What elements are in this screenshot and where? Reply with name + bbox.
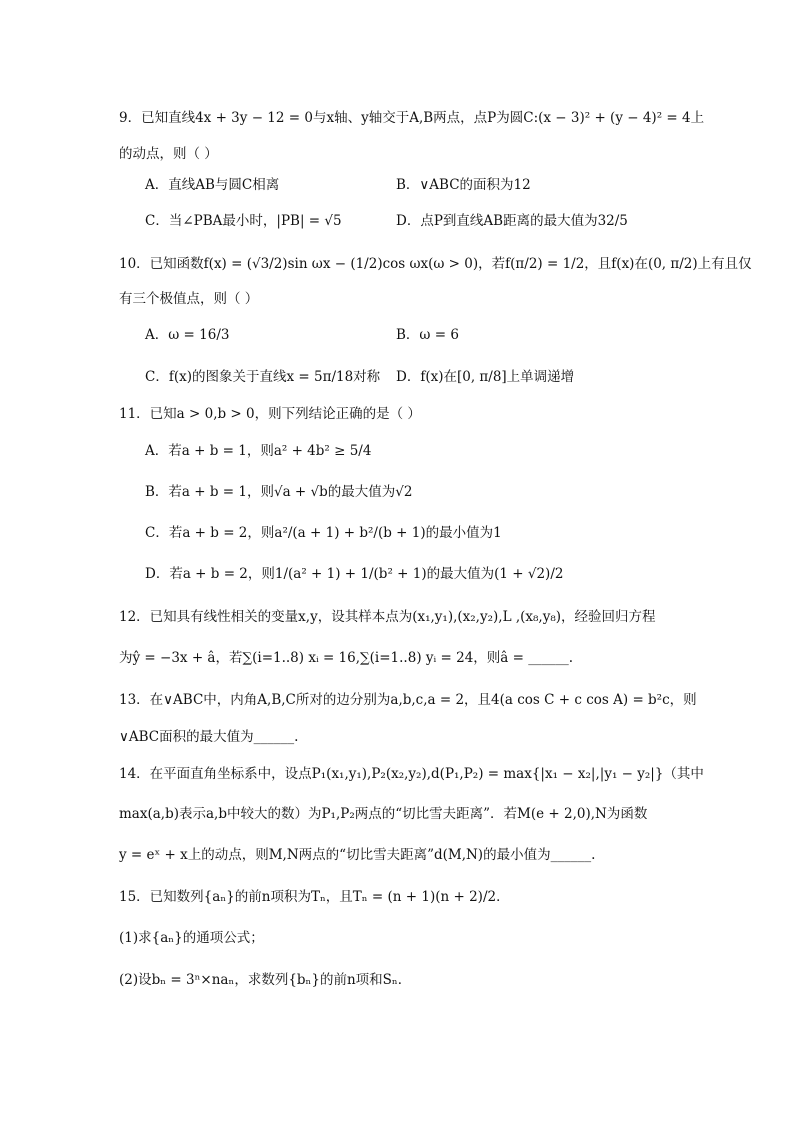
question-12-stem-line-2: 为ŷ = −3x + â，若∑(i=1..8) xᵢ = 16,∑(i=1..8) yᵢ = 24，则â = ______. — [119, 650, 574, 666]
question-15-part-1: (1)求{aₙ}的通项公式； — [119, 930, 264, 946]
question-9-option-b: B．∨ABC的面积为12 — [396, 177, 531, 193]
question-9-stem-line-1: 9．已知直线4x + 3y − 12 = 0与x轴、y轴交于A,B两点，点P为圆C:(x − 3)² + (y − 4)² = 4上 — [119, 110, 705, 126]
question-15-stem: 15．已知数列{aₙ}的前n项积为Tₙ，且Tₙ = (n + 1)(n + 2)/2． — [119, 889, 510, 905]
question-14-stem-line-1: 14．在平面直角坐标系中，设点P₁(x₁,y₁),P₂(x₂,y₂),d(P₁,P₂) = max{|x₁ − x₂|,|y₁ − y₂|}（其中 — [119, 766, 704, 782]
question-10-option-c: C．f(x)的图象关于直线x = 5π/18对称 — [145, 369, 381, 385]
question-14-stem-line-2: max(a,b)表示a,b中较大的数）为P₁,P₂两点的“切比雪夫距离”．若M(e + 2,0),N为函数 — [119, 806, 648, 822]
question-10-option-b: B．ω = 6 — [396, 327, 459, 343]
question-10-stem-line-1: 10．已知函数f(x) = (√3/2)sin ωx − (1/2)cos ωx(ω > 0)，若f(π/2) = 1/2，且f(x)在(0, π/2)上有且仅 — [119, 256, 752, 272]
question-11-option-c: C．若a + b = 2，则a²/(a + 1) + b²/(b + 1)的最小值为1 — [145, 525, 502, 541]
question-13-stem-line-1: 13．在∨ABC中，内角A,B,C所对的边分别为a,b,c,a = 2，且4(a cos C + c cos A) = b²c，则 — [119, 692, 697, 708]
question-9-option-d: D．点P到直线AB距离的最大值为32/5 — [396, 213, 628, 229]
question-11-stem: 11．已知a > 0,b > 0，则下列结论正确的是（ ） — [119, 406, 421, 422]
question-10-option-d: D．f(x)在[0, π/8]上单调递增 — [396, 369, 575, 385]
question-9-option-a: A．直线AB与圆C相离 — [145, 177, 280, 193]
question-14-stem-line-3: y = eˣ + x上的动点，则M,N两点的“切比雪夫距离”d(M,N)的最小值为______. — [119, 847, 596, 863]
question-10-stem-line-2: 有三个极值点，则（ ） — [119, 291, 259, 307]
question-15-part-2: (2)设bₙ = 3ⁿ×naₙ，求数列{bₙ}的前n项和Sₙ． — [119, 972, 412, 988]
question-9-stem-line-2: 的动点，则（ ） — [119, 146, 218, 162]
question-11-option-a: A．若a + b = 1，则a² + 4b² ≥ 5/4 — [145, 443, 372, 459]
question-11-option-b: B．若a + b = 1，则√a + √b的最大值为√2 — [145, 484, 413, 500]
question-11-option-d: D．若a + b = 2，则1/(a² + 1) + 1/(b² + 1)的最大值为(1 + √2)/2 — [145, 566, 564, 582]
question-9-option-c: C．当∠PBA最小时，|PB| = √5 — [145, 213, 342, 229]
question-13-stem-line-2: ∨ABC面积的最大值为______. — [119, 729, 299, 745]
question-12-stem-line-1: 12．已知具有线性相关的变量x,y，设其样本点为(x₁,y₁),(x₂,y₂),L ,(x₈,y₈)，经验回归方程 — [119, 609, 656, 625]
question-10-option-a: A．ω = 16/3 — [145, 327, 230, 343]
